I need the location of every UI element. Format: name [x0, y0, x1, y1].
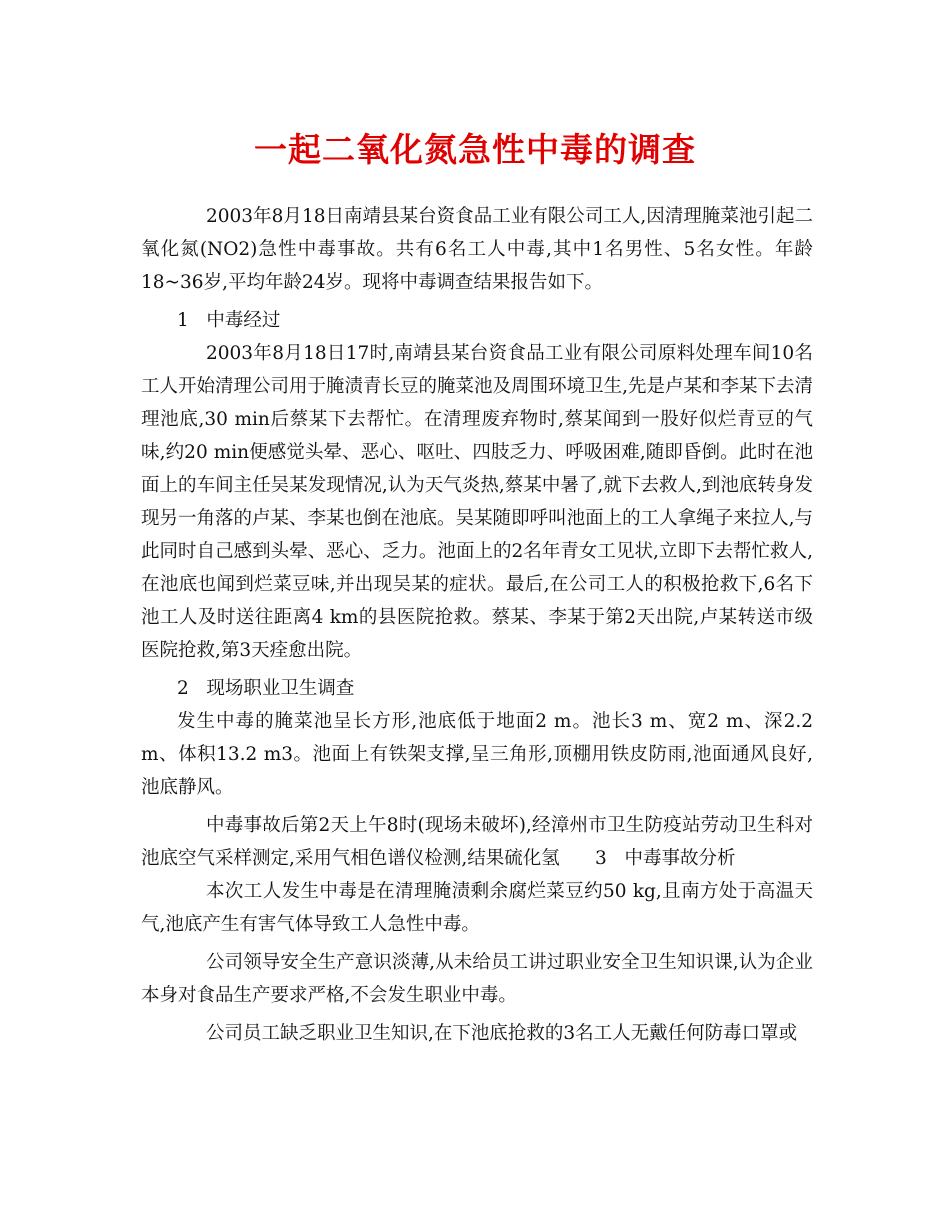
section3-paragraph-2: 公司领导安全生产意识淡薄,从未给员工讲过职业安全卫生知识课,认为企业本身对食品生产要求严格,不会发生职业中毒。 [141, 952, 813, 1006]
section2-paragraph-1: 发生中毒的腌菜池呈长方形,池底低于地面2 m。池长3 m、宽2 m、深2.2 m、体积13.2 m3。池面上有铁架支撑,呈三角形,顶棚用铁皮防雨,池面通风良好,池底静风。 [141, 711, 813, 798]
section-heading-2: 2 现场职业卫生调查 [177, 678, 355, 699]
document-title: 一起二氧化氮急性中毒的调查 [254, 130, 696, 169]
section-heading-1: 1 中毒经过 [177, 310, 281, 331]
section3-paragraph-1: 本次工人发生中毒是在清理腌渍剩余腐烂菜豆约50 kg,且南方处于高温天气,池底产生有害气体导致工人急性中毒。 [141, 881, 813, 935]
section2-paragraph-2: 中毒事故后第2天上午8时(现场未破坏),经漳州市卫生防疫站劳动卫生科对池底空气采样测定,采用气相色谱仪检测,结果硫化氢 3 中毒事故分析 [141, 815, 813, 869]
intro-paragraph: 2003年8月18日南靖县某台资食品工业有限公司工人,因清理腌菜池引起二氧化氮(NO2)急性中毒事故。共有6名工人中毒,其中1名男性、5名女性。年龄18~36岁,平均年龄24岁。现将中毒调查结果报告如下。 [141, 206, 813, 293]
section3-paragraph-3: 公司员工缺乏职业卫生知识,在下池底抢救的3名工人无戴任何防毒口罩或 [206, 1023, 798, 1044]
document-body [141, 200, 813, 1050]
section1-paragraph: 2003年8月18日17时,南靖县某台资食品工业有限公司原料处理车间10名工人开始清理公司用于腌渍青长豆的腌菜池及周围环境卫生,先是卢某和李某下去清理池底,30 min后蔡某下去帮忙。在清理废弃物时,蔡某闻到一股好似烂青豆的气味,约20 min便感觉头晕、恶心、呕吐、四肢乏力、呼吸困难,随即昏倒。此时在池面上的车间主任吴某发现情况,认为天气炎热,蔡某中暑了,就下去救人,到池底转身发现另一角落的卢某、李某也倒在池底。吴某随即呼叫池面上的工人拿绳子来拉人,与此同时自己感到头晕、恶心、乏力。池面上的2名年青女工见状,立即下去帮忙救人,在池底也闻到烂菜豆味,并出现吴某的症状。最后,在公司工人的积极抢救下,6名下池工人及时送往距离4 km的县医院抢救。蔡某、李某于第2天出院,卢某转送市级医院抢救,第3天痊愈出院。 [141, 343, 813, 661]
